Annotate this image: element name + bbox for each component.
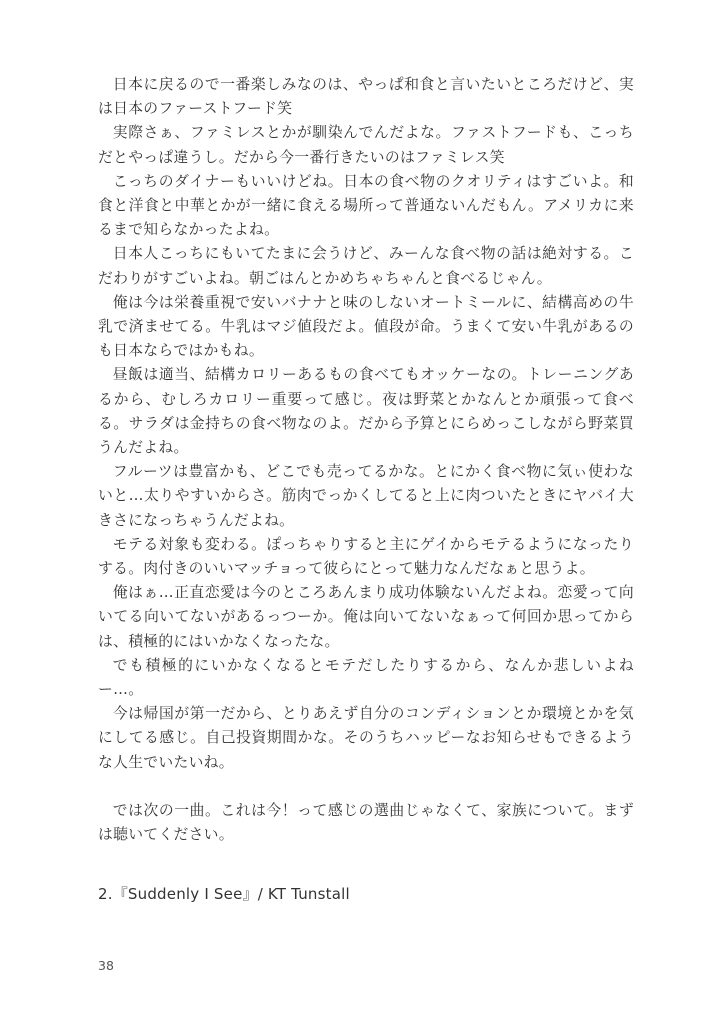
paragraph: でも積極的にいかなくなるとモテだしたりするから、なんか悲しいよねー…。 — [98, 656, 634, 699]
song-title: 2.『Suddenly I See』/ KT Tunstall — [98, 885, 350, 903]
page-number: 38 — [98, 958, 114, 973]
body-text — [98, 73, 634, 847]
paragraph: フルーツは豊富かも、どこでも売ってるかな。とにかく食べ物に気ぃ使わないと…太りやすいからさ。筋肉でっかくしてると上に肉ついたときにヤバイ大きさになっちゃうんだよね。 — [98, 463, 634, 529]
paragraph: こっちのダイナーもいいけどね。日本の食べ物のクオリティはすごいよ。和食と洋食と中華とかが一緒に食える場所って普通ないんだもん。アメリカに来るまで知らなかったよね。 — [98, 172, 634, 239]
closing-paragraph: では次の一曲。これは今！って感じの選曲じゃなくて、家族について。まずは聴いてください。 — [98, 801, 634, 844]
paragraph: 俺はぁ…正直恋愛は今のところあんまり成功体験ないんだよね。恋愛って向いてる向いてないがあるっつーか。俺は向いてないなぁって何回か思ってからは、積極的にはいかなくなったな。 — [98, 584, 634, 650]
paragraph: 今は帰国が第一だから、とりあえず自分のコンディションとか環境とかを気にしてる感じ。自己投資期間かな。そのうちハッピーなお知らせもできるような人生でいたいね。 — [98, 705, 634, 771]
paragraph: 日本人こっちにもいてたまに会うけど、みーんな食べ物の話は絶対する。こだわりがすごいよね。朝ごはんとかめちゃちゃんと食べるじゃん。 — [98, 245, 634, 287]
paragraph: 日本に戻るので一番楽しみなのは、やっぱ和食と言いたいところだけど、実は日本のファーストフード笑 — [98, 76, 634, 118]
paragraph-gap — [98, 775, 634, 799]
paragraph: 実際さぁ、ファミレスとかが馴染んでんだよな。ファストフードも、こっちだとやっぱ違うし。だから今一番行きたいのはファミレス笑 — [98, 124, 634, 166]
paragraph: 昼飯は適当、結構カロリーあるもの食べてもオッケーなの。トレーニングあるから、むしろカロリー重要って感じ。夜は野菜とかなんとか頑張って食べる。サラダは金持ちの食べ物なのよ。だから予算とにらめっこしながら野菜買うんだよね。 — [98, 366, 634, 457]
paragraph: モテる対象も変わる。ぽっちゃりすると主にゲイからモテるようになったりする。肉付きのいいマッチョって彼らにとって魅力なんだなぁと思うよ。 — [98, 535, 634, 578]
paragraph: 俺は今は栄養重視で安いバナナと味のしないオートミールに、結構高めの牛乳で済ませてる。牛乳はマジ値段だよ。値段が命。うまくて安い牛乳があるのも日本ならではかもね。 — [98, 293, 634, 360]
